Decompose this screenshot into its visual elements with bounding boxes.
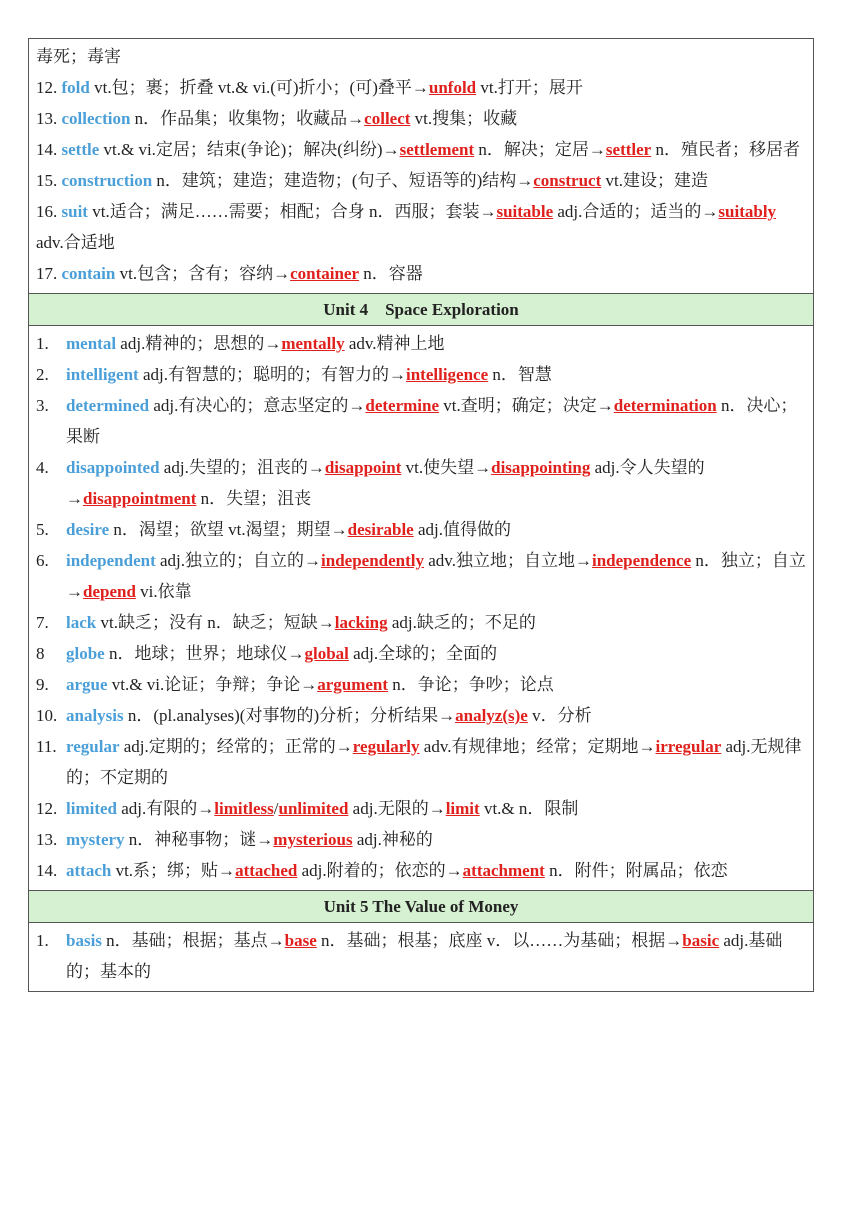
derived-word: independently — [321, 551, 425, 570]
definition-text: adj.失望的；沮丧的→ — [159, 458, 325, 477]
definition-text: n．争论；争吵；论点 — [388, 675, 554, 694]
derived-word: suitable — [496, 202, 554, 221]
vocab-entry — [36, 165, 806, 196]
entry-number: 2. — [36, 365, 49, 384]
headword: mystery — [66, 830, 125, 849]
definition-text: adj.有限的→ — [117, 799, 215, 818]
headword: determined — [66, 396, 150, 415]
definition-text: vt.系；绑；贴→ — [111, 861, 236, 880]
vocab-section — [29, 293, 813, 890]
vocab-entry — [36, 452, 806, 514]
definition-text: adj.合适的；适当的→ — [553, 202, 719, 221]
entry-body — [66, 514, 806, 545]
derived-word: collect — [364, 109, 411, 128]
definition-text: 毒死；毒害 — [36, 47, 121, 66]
derived-word: mentally — [281, 334, 345, 353]
vocab-entry — [36, 638, 806, 669]
headword: limited — [66, 799, 117, 818]
entry-body — [66, 390, 806, 452]
definition-text: n．(pl.analyses)(对事物的)分析；分析结果→ — [123, 706, 456, 725]
vocab-entry — [36, 328, 806, 359]
definition-text: adj.附着的；依恋的→ — [297, 861, 463, 880]
entry-number: 12. — [36, 799, 58, 818]
definition-text: n．决心；果断 — [66, 396, 798, 446]
vocab-entry — [36, 72, 806, 103]
entry-number: 6. — [36, 551, 49, 570]
entry-body — [66, 700, 806, 731]
entry-body — [66, 545, 806, 607]
definition-text: n．基础；根基；底座 v．以……为基础；根据→ — [316, 931, 683, 950]
definition-text: n．作品集；收集物；收藏品→ — [130, 109, 365, 128]
derived-word: limit — [445, 799, 480, 818]
definition-text: adj.定期的；经常的；正常的→ — [119, 737, 353, 756]
derived-word: depend — [83, 582, 136, 601]
vocab-entry — [36, 390, 806, 452]
headword: analysis — [66, 706, 124, 725]
headword: regular — [66, 737, 120, 756]
definition-text: adj.无规律的；不定期的 — [66, 737, 802, 787]
definition-text: adj.缺乏的；不足的 — [387, 613, 536, 632]
vocab-entry — [36, 359, 806, 390]
entry-body — [66, 359, 806, 390]
definition-text: adj.全球的；全面的 — [348, 644, 498, 663]
entry-body — [62, 109, 518, 128]
definition-text: adj.基础的；基本的 — [66, 931, 783, 981]
derived-word: unfold — [428, 78, 477, 97]
definition-text: vt.& vi.定居；结束(争论)；解决(纠纷)→ — [99, 140, 400, 159]
entry-number: 17. — [36, 264, 62, 283]
headword: lack — [66, 613, 97, 632]
entry-body — [66, 855, 806, 886]
derived-word: container — [290, 264, 360, 283]
definition-text: adv.精神上地 — [344, 334, 445, 353]
entry-number: 14. — [36, 861, 58, 880]
definition-text: n．建筑；建造；建造物；(句子、短语等的)结构→ — [152, 171, 534, 190]
definition-text: n．解决；定居→ — [474, 140, 606, 159]
definition-text: adj.有决心的；意志坚定的→ — [149, 396, 366, 415]
entry-body — [66, 607, 806, 638]
derived-word: analyz(s)e — [455, 706, 528, 725]
vocab-section — [29, 890, 813, 991]
derived-word: attachment — [462, 861, 545, 880]
definition-text: n．神秘事物；谜→ — [124, 830, 274, 849]
definition-text: vt.& vi.论证；争辩；争论→ — [107, 675, 318, 694]
definition-text: vt.查明；确定；决定→ — [439, 396, 614, 415]
vocab-entry — [36, 134, 806, 165]
definition-text: adj.有智慧的；聪明的；有智力的→ — [138, 365, 406, 384]
vocab-entry — [36, 824, 806, 855]
entry-body — [66, 328, 806, 359]
definition-text: n．基础；根据；基点→ — [101, 931, 285, 950]
entry-number: 7. — [36, 613, 49, 632]
vocab-entry — [36, 925, 806, 987]
derived-word: intelligence — [406, 365, 489, 384]
definition-text: vt.& n．限制 — [479, 799, 579, 818]
derived-word: unlimited — [278, 799, 349, 818]
vocab-entry — [36, 700, 806, 731]
derived-word: attached — [235, 861, 298, 880]
entry-body — [66, 638, 806, 669]
definition-text: vt.打开；展开 — [476, 78, 583, 97]
headword: settle — [61, 140, 100, 159]
entry-list — [29, 326, 813, 890]
definition-text: n．容器 — [359, 264, 423, 283]
entry-body — [66, 452, 806, 514]
vocab-entry — [36, 855, 806, 886]
derived-word: suitably — [718, 202, 777, 221]
definition-text: adj.无限的→ — [348, 799, 446, 818]
definition-text: adj.值得做的 — [413, 520, 511, 539]
headword: suit — [61, 202, 88, 221]
headword: construction — [61, 171, 153, 190]
derived-word: settler — [605, 140, 652, 159]
entry-body — [66, 824, 806, 855]
entry-body — [36, 202, 776, 252]
entry-number: 13. — [36, 109, 62, 128]
headword: disappointed — [66, 458, 160, 477]
derived-word: basic — [682, 931, 720, 950]
entry-number: 16. — [36, 202, 62, 221]
derived-word: settlement — [399, 140, 475, 159]
derived-word: determination — [613, 396, 717, 415]
vocab-entry — [36, 731, 806, 793]
entry-body — [62, 140, 800, 159]
derived-word: disappoint — [324, 458, 402, 477]
headword: mental — [66, 334, 117, 353]
entry-number: 14. — [36, 140, 62, 159]
headword: contain — [61, 264, 116, 283]
derived-word: desirable — [347, 520, 414, 539]
headword: argue — [66, 675, 108, 694]
vocab-entry — [36, 669, 806, 700]
definition-text: n．殖民者；移居者 — [651, 140, 800, 159]
entry-number: 3. — [36, 396, 49, 415]
derived-word: independence — [591, 551, 692, 570]
derived-word: irregular — [655, 737, 722, 756]
headword: independent — [66, 551, 156, 570]
derived-word: determine — [365, 396, 440, 415]
entry-number: 11. — [36, 737, 57, 756]
derived-word: mysterious — [273, 830, 353, 849]
entry-body — [66, 925, 806, 987]
derived-word: disappointment — [83, 489, 197, 508]
entry-number: 1. — [36, 931, 49, 950]
definition-text: vt.缺乏；没有 n．缺乏；短缺→ — [96, 613, 335, 632]
entry-number: 10. — [36, 706, 58, 725]
vocab-entry — [36, 258, 806, 289]
vocab-entry — [36, 793, 806, 824]
entry-number: 4. — [36, 458, 49, 477]
definition-text: n．渴望；欲望 vt.渴望；期望→ — [109, 520, 348, 539]
definition-text: vt.搜集；收藏 — [410, 109, 518, 128]
headword: globe — [66, 644, 105, 663]
definition-text: adj.神秘的 — [352, 830, 433, 849]
headword: desire — [66, 520, 110, 539]
definition-text: / — [273, 799, 279, 818]
derived-word: lacking — [334, 613, 388, 632]
definition-text: adv.有规律地；经常；定期地→ — [419, 737, 656, 756]
definition-text: adj.独立的；自立的→ — [155, 551, 322, 570]
entry-number: 1. — [36, 334, 49, 353]
definition-text: n．地球；世界；地球仪→ — [104, 644, 305, 663]
entry-number: 12. — [36, 78, 62, 97]
derived-word: disappointing — [491, 458, 591, 477]
derived-word: limitless — [214, 799, 274, 818]
definition-text: n．独立；自立→ — [66, 551, 806, 601]
entry-body — [66, 793, 806, 824]
headword: attach — [66, 861, 112, 880]
entry-body — [62, 264, 423, 283]
definition-text: adv.独立地；自立地→ — [424, 551, 592, 570]
entry-number: 13. — [36, 830, 58, 849]
headword: intelligent — [66, 365, 139, 384]
entry-number: 5. — [36, 520, 49, 539]
definition-text: n．失望；沮丧 — [196, 489, 312, 508]
vocab-entry — [36, 103, 806, 134]
unit-title-bar: Unit 4 Space Exploration — [29, 294, 813, 326]
derived-word: construct — [533, 171, 602, 190]
definition-text: vt.适合；满足……需要；相配；合身 n．西服；套装→ — [87, 202, 497, 221]
definition-text: adv.合适地 — [36, 233, 115, 252]
headword: collection — [61, 109, 131, 128]
entry-body — [62, 78, 583, 97]
entry-number: 9. — [36, 675, 49, 694]
headword: fold — [61, 78, 90, 97]
definition-text: adj.精神的；思想的→ — [116, 334, 282, 353]
entry-body — [66, 731, 806, 793]
derived-word: base — [284, 931, 317, 950]
entry-body — [36, 47, 121, 66]
entry-body — [66, 669, 806, 700]
definition-text: n．智慧 — [488, 365, 552, 384]
entry-number: 8 — [36, 644, 45, 663]
entry-number: 15. — [36, 171, 62, 190]
derived-word: regularly — [352, 737, 420, 756]
definition-text: adj.令人失望的→ — [66, 458, 705, 508]
vocab-entry — [36, 41, 806, 72]
derived-word: global — [304, 644, 349, 663]
headword: basis — [66, 931, 102, 950]
vocab-entry — [36, 607, 806, 638]
entry-body — [62, 171, 708, 190]
vocab-entry — [36, 514, 806, 545]
definition-text: v．分析 — [527, 706, 592, 725]
unit-title-bar: Unit 5 The Value of Money — [29, 891, 813, 923]
vocab-section — [29, 39, 813, 293]
vocab-entry — [36, 545, 806, 607]
definition-text: n．附件；附属品；依恋 — [544, 861, 728, 880]
definition-text: vt.使失望→ — [401, 458, 492, 477]
derived-word: argument — [317, 675, 389, 694]
vocab-entry — [36, 196, 806, 258]
definition-text: vt.建设；建造 — [601, 171, 708, 190]
definition-text: vi.依靠 — [135, 582, 192, 601]
entry-list — [29, 39, 813, 293]
vocabulary-table — [28, 38, 814, 992]
entry-list — [29, 923, 813, 991]
definition-text: vt.包；裹；折叠 vt.& vi.(可)折小；(可)叠平→ — [89, 78, 429, 97]
definition-text: vt.包含；含有；容纳→ — [115, 264, 291, 283]
